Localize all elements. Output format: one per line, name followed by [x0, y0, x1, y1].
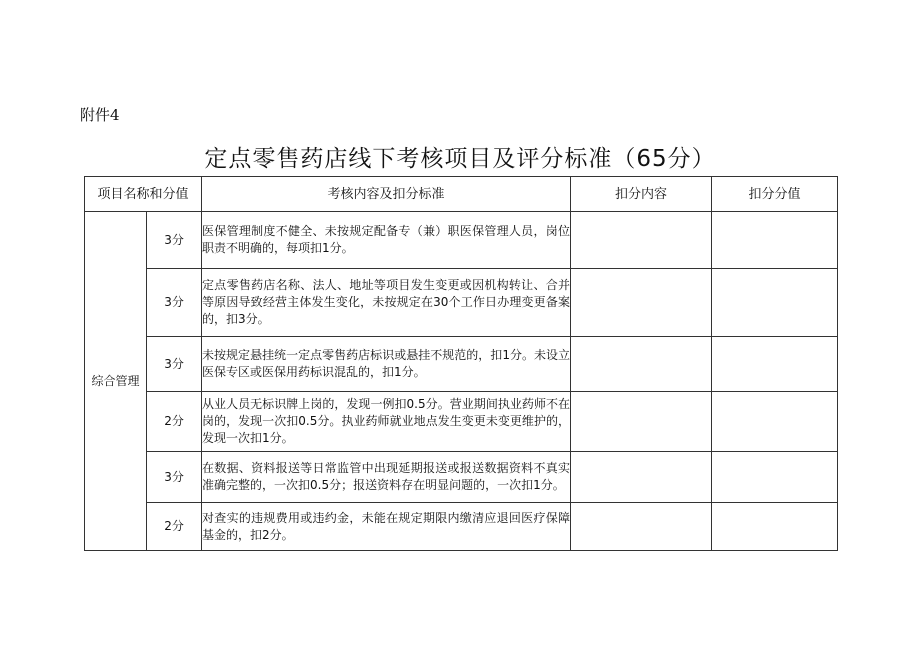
table-row — [85, 269, 838, 337]
deduct-value-cell[interactable] — [712, 269, 838, 337]
content-cell: 从业人员无标识牌上岗的，发现一例扣0.5分。营业期间执业药师不在岗的，发现一次扣0.5分。执业药师就业地点发生变更未变更维护的，发现一次扣1分。 — [202, 392, 571, 452]
header-content: 考核内容及扣分标准 — [202, 177, 571, 212]
content-cell: 在数据、资料报送等日常监管中出现延期报送或报送数据资料不真实准确完整的，一次扣0.5分；报送资料存在明显问题的，一次扣1分。 — [202, 452, 571, 503]
category-cell: 综合管理 — [85, 212, 147, 551]
deduct-content-cell[interactable] — [571, 337, 712, 392]
deduct-content-cell[interactable] — [571, 503, 712, 551]
score-cell: 2分 — [147, 503, 202, 551]
content-cell: 医保管理制度不健全、未按规定配备专（兼）职医保管理人员，岗位职责不明确的，每项扣1分。 — [202, 212, 571, 269]
table-row — [85, 337, 838, 392]
score-cell: 3分 — [147, 337, 202, 392]
table-row — [85, 452, 838, 503]
score-cell: 2分 — [147, 392, 202, 452]
deduct-value-cell[interactable] — [712, 452, 838, 503]
content-cell: 未按规定悬挂统一定点零售药店标识或悬挂不规范的，扣1分。未设立医保专区或医保用药标识混乱的，扣1分。 — [202, 337, 571, 392]
table-row — [85, 503, 838, 551]
score-cell: 3分 — [147, 212, 202, 269]
content-cell: 定点零售药店名称、法人、地址等项目发生变更或因机构转让、合并等原因导致经营主体发生变化，未按规定在30个工作日办理变更备案的，扣3分。 — [202, 269, 571, 337]
content-cell: 对查实的违规费用或违约金，未能在规定期限内缴清应退回医疗保障基金的，扣2分。 — [202, 503, 571, 551]
table-header-row — [85, 177, 838, 212]
deduct-value-cell[interactable] — [712, 503, 838, 551]
header-deduct-value: 扣分分值 — [712, 177, 838, 212]
score-cell: 3分 — [147, 269, 202, 337]
header-deduct-content: 扣分内容 — [571, 177, 712, 212]
attachment-label: 附件4 — [80, 106, 120, 124]
deduct-content-cell[interactable] — [571, 452, 712, 503]
scoring-table — [84, 176, 838, 551]
deduct-value-cell[interactable] — [712, 212, 838, 269]
table-row — [85, 392, 838, 452]
score-cell: 3分 — [147, 452, 202, 503]
deduct-value-cell[interactable] — [712, 337, 838, 392]
deduct-content-cell[interactable] — [571, 392, 712, 452]
deduct-content-cell[interactable] — [571, 269, 712, 337]
header-item: 项目名称和分值 — [85, 177, 202, 212]
document-title: 定点零售药店线下考核项目及评分标准（65分） — [204, 146, 716, 172]
table-row — [85, 212, 838, 269]
deduct-content-cell[interactable] — [571, 212, 712, 269]
deduct-value-cell[interactable] — [712, 392, 838, 452]
